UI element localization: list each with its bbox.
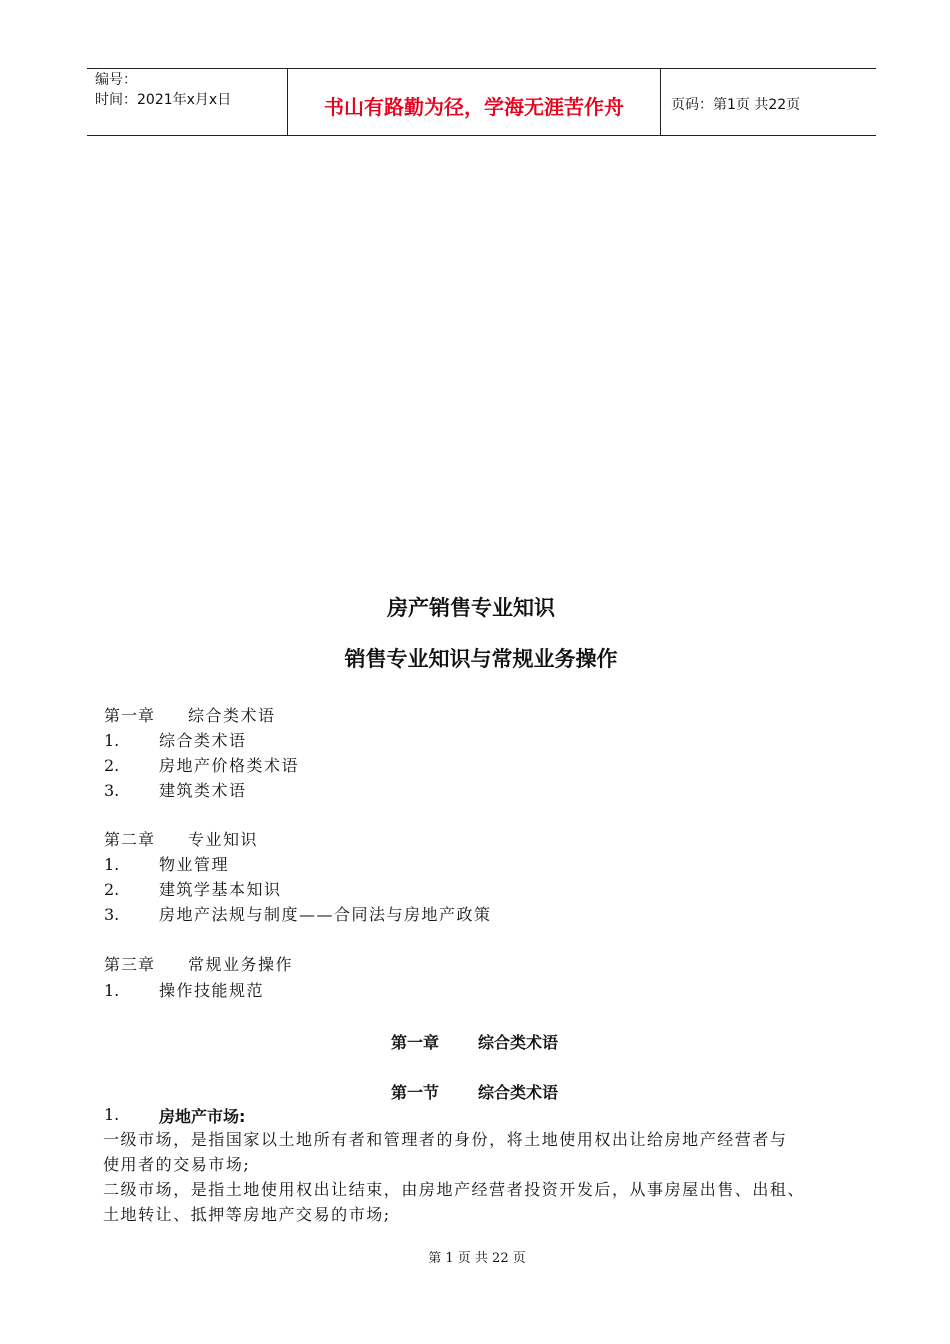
toc-item-number: 2. <box>104 880 120 899</box>
header-motto: 书山有路勤为径，学海无涯苦作舟 <box>324 95 624 119</box>
document-number-label: 编号： <box>95 72 137 88</box>
toc-chapter-name: 专业知识 <box>188 830 259 849</box>
paragraph-line: 土地转让、抵押等房地产交易的市场; <box>103 1205 391 1224</box>
toc-item-number: 3. <box>104 905 120 924</box>
term-title: 房地产市场: <box>159 1107 246 1126</box>
toc-item: 房地产价格类术语 <box>159 756 300 775</box>
toc-chapter-label: 第三章 <box>104 955 156 974</box>
toc-chapter-label: 第二章 <box>104 830 156 849</box>
toc-item: 综合类术语 <box>159 731 247 750</box>
toc-item: 建筑类术语 <box>159 781 247 800</box>
paragraph-line: 一级市场，是指国家以土地所有者和管理者的身份，将土地使用权出让给房地产经营者与 <box>103 1130 788 1149</box>
toc-item: 建筑学基本知识 <box>159 880 282 899</box>
toc-item: 物业管理 <box>159 855 230 874</box>
paragraph-line: 二级市场，是指土地使用权出让结束，由房地产经营者投资开发后，从事房屋出售、出租、 <box>103 1180 806 1199</box>
toc-item: 操作技能规范 <box>159 981 265 1000</box>
header-left-cell <box>87 69 287 135</box>
chapter-heading-name: 综合类术语 <box>478 1033 559 1052</box>
toc-chapter-name: 常规业务操作 <box>188 955 294 974</box>
chapter-heading-label: 第一章 <box>391 1033 440 1052</box>
toc-item-number: 2. <box>104 756 120 775</box>
term-number: 1. <box>104 1105 120 1124</box>
document-time-label: 时间：2021年x月x日 <box>95 92 232 108</box>
paragraph-line: 使用者的交易市场; <box>103 1155 251 1174</box>
section-heading-name: 综合类术语 <box>478 1083 559 1102</box>
header-right-cell <box>661 69 876 135</box>
toc-item-number: 3. <box>104 781 120 800</box>
page-footer: 第 1 页 共 22 页 <box>428 1251 526 1266</box>
document-title: 房产销售专业知识 <box>387 596 555 620</box>
document-subtitle: 销售专业知识与常规业务操作 <box>344 647 618 671</box>
section-heading-label: 第一节 <box>391 1083 440 1102</box>
page-header <box>87 68 876 136</box>
toc-chapter-name: 综合类术语 <box>188 706 276 725</box>
toc-item-number: 1. <box>104 855 120 874</box>
toc-item-number: 1. <box>104 981 120 1000</box>
toc-item: 房地产法规与制度——合同法与房地产政策 <box>159 905 492 924</box>
header-middle-cell <box>287 69 661 135</box>
toc-item-number: 1. <box>104 731 120 750</box>
header-page-info: 页码：第1页 共22页 <box>671 97 801 113</box>
toc-chapter-label: 第一章 <box>104 706 156 725</box>
